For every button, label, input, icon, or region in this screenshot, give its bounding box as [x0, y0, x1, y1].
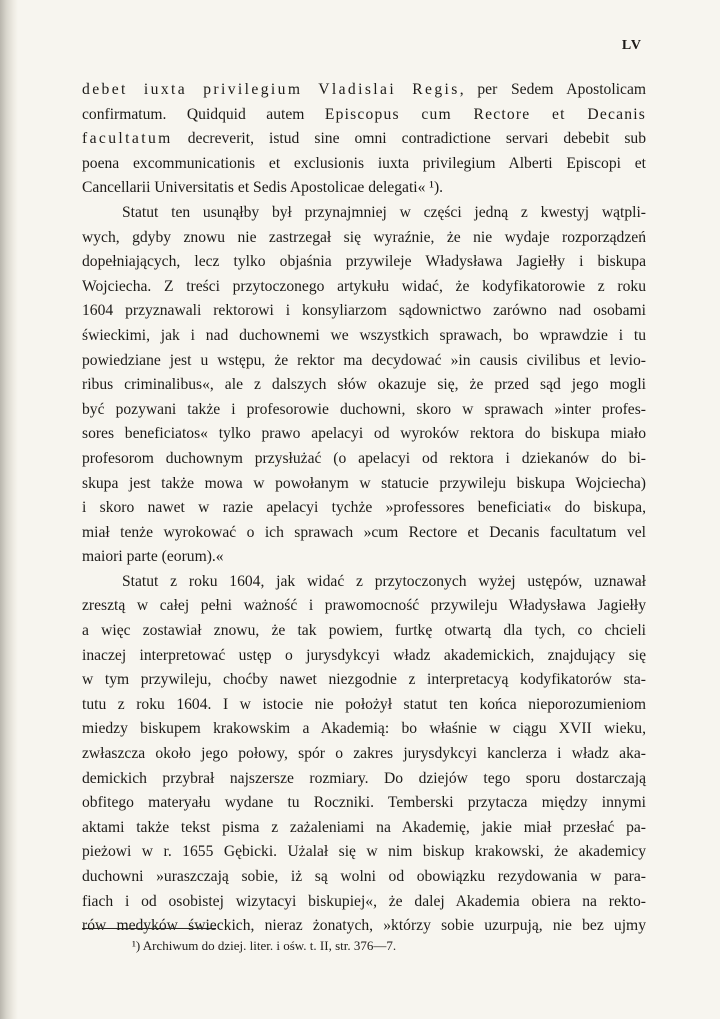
footnote: ¹) Archiwum do dziej. liter. i ośw. t. II, str. 376—7.: [132, 938, 397, 953]
text-line: [82, 693, 646, 718]
text-run: być pozywani także i profesorowie duchowni, skoro w sprawach »inter profes-: [82, 400, 646, 418]
text-run: rów medyków świeckich, nieraz żonatych, »którzy sobie uzurpują, nie bez ujmy: [82, 917, 646, 935]
text-line: [82, 840, 646, 865]
text-line: [82, 250, 646, 275]
text-run: dopełniających, lecz tylko objaśnia przywileje Władysława Jagiełły i biskupa: [82, 253, 646, 271]
text-line: [82, 767, 646, 792]
text-line: [82, 644, 646, 669]
text-line: [82, 521, 646, 546]
text-run: zresztą w całej pełni ważność i prawomocność przywileju Władysława Jagiełły: [82, 597, 646, 615]
text-line: [82, 570, 646, 595]
text-line: [82, 176, 646, 201]
text-line: [82, 865, 646, 890]
text-line: [82, 717, 646, 742]
text-line: [82, 447, 646, 472]
text-run: zwłaszcza około jego połowy, spór o zakres jurysdykcyi kanclerza i władz aka-: [82, 745, 646, 763]
text-line: [82, 890, 646, 915]
paragraph: [82, 78, 646, 201]
page-number: LV: [621, 38, 642, 53]
text-line: [82, 816, 646, 841]
text-run: fiach i od osobistej wizytacyi biskupiej«, że dalej Akademia obiera na rekto-: [82, 892, 646, 910]
text-run: sores beneficiatos« tylko prawo apelacyi od wyroków rektora do biskupa miało: [82, 425, 646, 443]
text-line: [82, 201, 646, 226]
body-text: [82, 78, 646, 939]
text-line: [82, 349, 646, 374]
text-run: Statut z roku 1604, jak widać z przytoczonych wyżej ustępów, uznawał: [122, 572, 646, 590]
text-run: facultatum: [82, 130, 173, 148]
text-run: miał tenże wyrokować o ich sprawach »cum Rectore et Decanis facultatum vel: [82, 523, 646, 541]
text-run: miedzy biskupem krakowskim a Akademią: bo właśnie w ciągu XVII wieku,: [82, 720, 646, 738]
paragraph: [82, 201, 646, 570]
text-run: Wojciecha. Z treści przytoczonego artykułu widać, że kodyfikatorowie z roku: [82, 277, 646, 295]
text-run: Statut ten usunąłby był przynajmniej w części jedną z kwestyj wątpli-: [122, 203, 646, 221]
text-run: wych, gdyby znowu nie zastrzegał się wyraźnie, że nie wydaje rozporządzeń: [82, 228, 646, 246]
text-line: [82, 619, 646, 644]
text-run: demickich przybrał najszersze rozmiary. Do dziejów tego sporu dostarczają: [82, 769, 646, 787]
text-run: poena excommunicationis et exclusionis iuxta privilegium Alberti Episcopi et: [82, 154, 646, 172]
text-run: confirmatum. Quidquid autem: [82, 105, 325, 123]
text-line: [82, 226, 646, 251]
text-run: powiedziane jest u wstępu, że rektor ma decydować »in causis civilibus et levio-: [82, 351, 646, 369]
footnote-separator: [82, 928, 216, 929]
text-line: [82, 103, 646, 128]
text-run: pieżowi w r. 1655 Gębicki. Użalał się w nim biskup krakowski, że akademicy: [82, 843, 646, 861]
text-run: i skoro nawet w razie apelacyi tychże »professores beneficiati« do biskupa,: [82, 499, 646, 517]
text-run: aktami także tekst pisma z zażaleniami na Akademię, jakie miał przesłać pa-: [82, 818, 646, 836]
text-line: [82, 324, 646, 349]
text-run: duchowni »uraszczają sobie, iż są wolni od obowiązku rezydowania w para-: [82, 868, 646, 885]
text-line: [82, 398, 646, 423]
text-run: debet iuxta privilegium Vladislai Regis: [82, 81, 460, 98]
text-run: a więc zostawiał znowu, że tak powiem, furtkę otwartą dla tych, co chcieli: [82, 622, 646, 640]
text-run: 1604 przyznawali rektorowi i konsyliarzom sądownictwo zarówno nad osobami: [82, 302, 646, 320]
text-line: [82, 594, 646, 619]
text-run: maiori parte (eorum).«: [82, 548, 224, 566]
text-line: [82, 545, 646, 570]
page-binding-shadow: [0, 0, 18, 1019]
text-run: w tym przywileju, choćby nawet niezgodnie z interpretacyą kodyfikatorów sta-: [82, 671, 646, 689]
text-line: [82, 742, 646, 767]
text-line: [82, 472, 646, 497]
text-run: świeckimi, jak i nad duchownemi we wszystkich sprawach, bo wprawdzie i tu: [82, 326, 646, 344]
text-line: [82, 791, 646, 816]
text-line: [82, 152, 646, 177]
text-line: [82, 299, 646, 324]
text-line: [82, 127, 646, 152]
text-line: [82, 275, 646, 300]
text-line: [82, 373, 646, 398]
paragraph: [82, 570, 646, 939]
text-line: [82, 668, 646, 693]
text-run: , per Sedem Apostolicam: [459, 81, 646, 98]
text-run: inaczej interpretować ustęp o jurysdykcyi władz akademickich, znajdujący się: [82, 646, 646, 664]
text-line: [82, 422, 646, 447]
text-line: [82, 78, 646, 103]
text-run: decreverit, istud sine omni contradictione servari debebit sub: [172, 130, 646, 148]
text-run: obfitego materyału wydane tu Roczniki. Temberski przytacza między innymi: [82, 794, 646, 812]
text-run: Episcopus cum Rectore et Decanis: [324, 105, 646, 123]
text-run: skupa jest także mowa w powołanym w statucie przywileju biskupa Wojciecha): [82, 474, 646, 492]
text-run: ribus criminalibus«, ale z dalszych słów okazuje się, że przed sąd jego mogli: [82, 376, 646, 394]
text-run: tutu z roku 1604. I w istocie nie położył statut ten końca nieporozumieniom: [82, 695, 646, 713]
text-run: profesorom duchownym przysłużać (o apelacyi od rektora i dziekanów do bi-: [82, 449, 646, 467]
text-line: [82, 496, 646, 521]
text-run: Cancellarii Universitatis et Sedis Apostolicae delegati« ¹).: [82, 179, 444, 197]
